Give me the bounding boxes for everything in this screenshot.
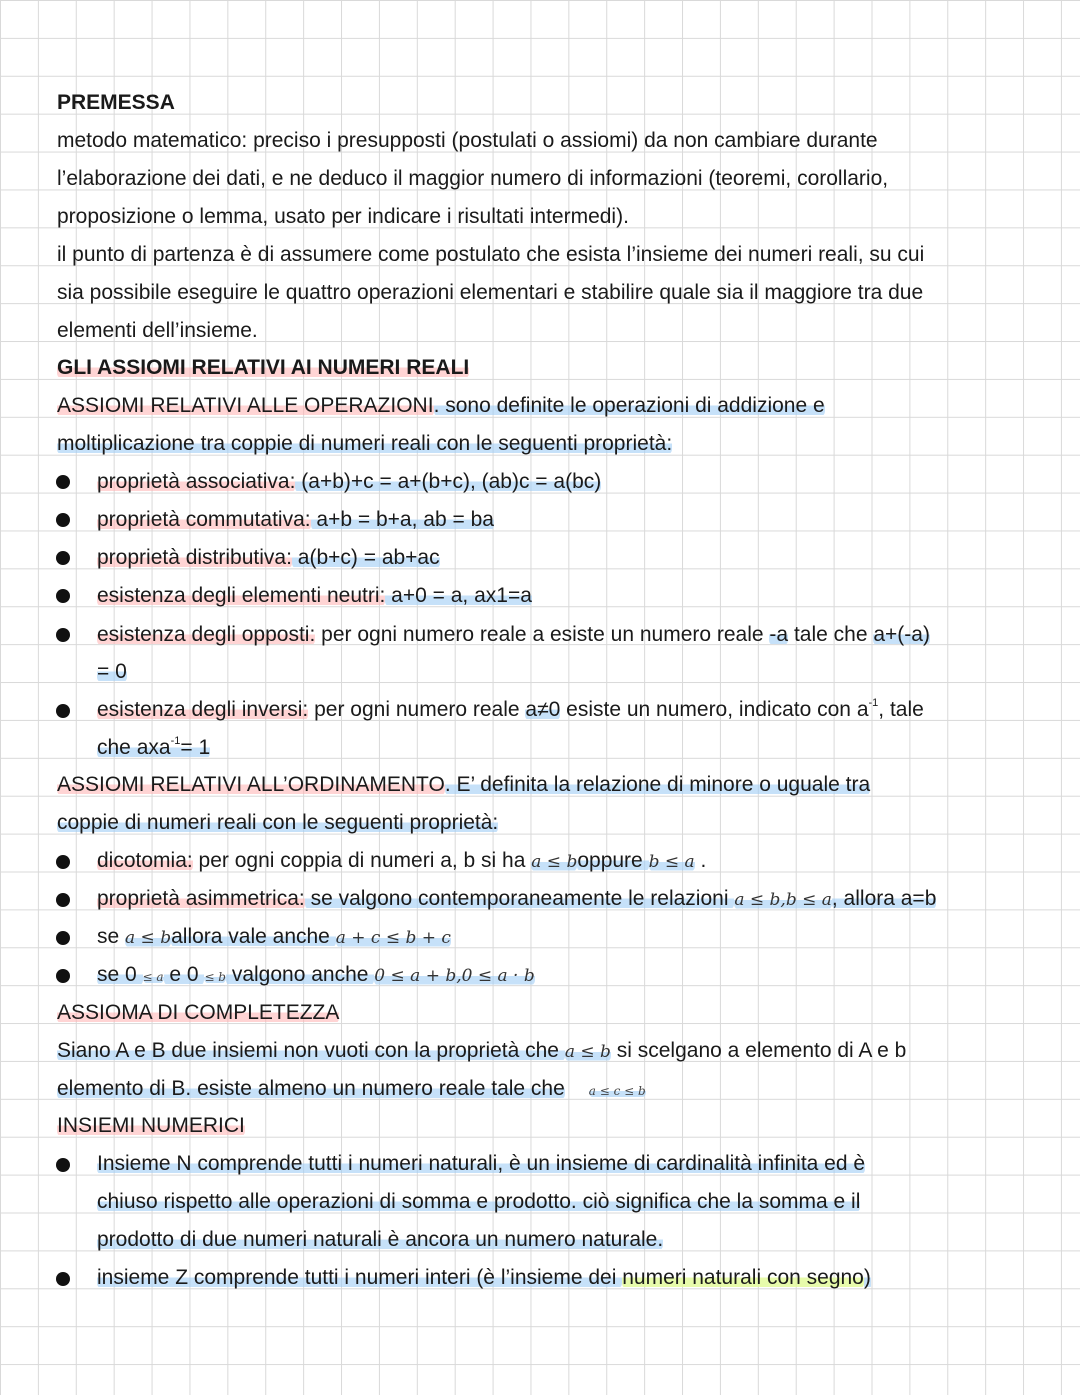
operazioni-text-1: . sono definite le operazioni di addizione e [433, 394, 825, 417]
exponent-minus-one: -1 [170, 735, 181, 747]
operazioni-line-1 [57, 387, 1047, 425]
text-se: se [97, 925, 126, 948]
math-axa: che axa [97, 736, 171, 759]
math-a-le-b: a ≤ b [125, 928, 172, 948]
text-e-zero: e 0 [163, 963, 205, 986]
assiomi-title-text: GLI ASSIOMI RELATIVI AI NUMERI REALI [57, 356, 470, 379]
completezza-heading-line [57, 994, 1047, 1032]
term-neutri: esistenza degli elementi neutri: [97, 584, 386, 607]
premessa-line-1: metodo matematico: preciso i presupposti (postulati o assiomi) da non cambiare durante [57, 129, 878, 152]
text-inversi: per ogni numero reale [308, 698, 526, 721]
list-item-insieme-n-cont-2 [97, 1221, 1080, 1259]
exponent-minus-one: -1 [868, 697, 879, 709]
operazioni-heading: ASSIOMI RELATIVI ALLE OPERAZIONI [57, 394, 434, 417]
list-item-neutri [97, 577, 1080, 615]
math-le-b: ≤ b [204, 970, 226, 984]
bullet-dot [56, 1158, 70, 1172]
insieme-n-text-2: chiuso rispetto alle operazioni di somma e prodotto. ciò significa che la somma e il [97, 1190, 861, 1213]
list-item-insieme-n-cont-1 [97, 1183, 1080, 1221]
bullet-dot [56, 551, 70, 565]
list-item-positivita [97, 956, 1080, 996]
term-distributiva: proprietà distributiva: [97, 546, 292, 569]
term-inversi: esistenza degli inversi: [97, 698, 309, 721]
term-associativa: proprietà associativa: [97, 470, 296, 493]
list-item-opposti-cont [97, 653, 1080, 691]
text-inversi-rest: esiste un numero, indicato con a [560, 698, 869, 721]
list-item-inversi [97, 691, 1080, 729]
math-relazioni: a ≤ b,b ≤ a [734, 890, 832, 910]
list-item-opposti [97, 616, 1080, 654]
ordinamento-text-2: coppie di numeri reali con le seguenti proprietà: [57, 811, 499, 834]
completezza-heading: ASSIOMA DI COMPLETEZZA [57, 1001, 340, 1024]
completezza-line-1 [57, 1032, 1047, 1071]
list-item-distributiva [97, 539, 1080, 577]
bullet-dot [56, 969, 70, 983]
completezza-text-1b: si scelgano a elemento di A e b [610, 1039, 907, 1062]
bullet-dot [56, 475, 70, 489]
text-dicotomia: per ogni coppia di numeri a, b si ha [192, 849, 532, 872]
bullet-dot [56, 704, 70, 718]
list-item-insieme-z [97, 1259, 1080, 1297]
bullet-dot [56, 513, 70, 527]
insieme-n-text-3: prodotto di due numeri naturali è ancora un numero naturale. [97, 1228, 664, 1251]
formula-commutativa: a+b = b+a, ab = ba [310, 508, 494, 531]
math-neg-a: -a [769, 623, 789, 646]
premessa-line-5: sia possibile eseguire le quattro operazioni elementari e stabilire quale sia il maggiore tra due [57, 281, 924, 304]
bullet-dot [56, 628, 70, 642]
term-dicotomia: dicotomia: [97, 849, 193, 872]
formula-neutri: a+0 = a, ax1=a [385, 584, 532, 607]
list-item-asimmetrica [97, 880, 1080, 919]
ordinamento-heading: ASSIOMI RELATIVI ALL’ORDINAMENTO [57, 773, 445, 796]
math-a-nonzero: a≠0 [525, 698, 561, 721]
insieme-z-highlight: numeri naturali con segno [622, 1266, 864, 1289]
math-a-le-c-le-b: a ≤ c ≤ b [588, 1084, 646, 1098]
term-commutativa: proprietà commutativa: [97, 508, 311, 531]
text-oppure: oppure [577, 849, 649, 872]
text-se-zero: se 0 [97, 963, 143, 986]
math-sum-le: a + c ≤ b + c [335, 928, 451, 948]
ordinamento-line-1 [57, 766, 1047, 804]
formula-distributiva: a(b+c) = ab+ac [291, 546, 440, 569]
insieme-z-close: ) [863, 1266, 871, 1289]
premessa-line-6: elementi dell’insieme. [57, 319, 258, 342]
insiemi-heading: INSIEMI NUMERICI [57, 1114, 245, 1137]
text-inversi-end: , tale [878, 698, 924, 721]
term-asimmetrica: proprietà asimmetrica: [97, 887, 305, 910]
text-opposti: per ogni numero reale a esiste un numero reale [315, 623, 770, 646]
completezza-text-2: elemento di B. esiste almeno un numero reale tale che [57, 1077, 565, 1100]
text-allora: , allora a=b [831, 887, 937, 910]
list-item-associativa [97, 463, 1080, 501]
text-allora-vale: allora vale anche [171, 925, 336, 948]
operazioni-text-2: moltiplicazione tra coppie di numeri reali con le seguenti proprietà: [57, 432, 673, 455]
text-valgono: valgono anche [226, 963, 375, 986]
insieme-z-text: insieme Z comprende tutti i numeri interi (è l’insieme dei [97, 1266, 623, 1289]
bullet-dot [56, 855, 70, 869]
section-title-premessa: PREMESSA [57, 91, 175, 114]
math-le-a: ≤ a [142, 970, 164, 984]
section-title-assiomi [57, 349, 1047, 387]
bullet-dot [56, 1272, 70, 1286]
bullet-dot [56, 893, 70, 907]
math-a-le-b: a ≤ b [564, 1042, 611, 1062]
list-item-additivita [97, 918, 1080, 957]
ordinamento-line-2 [57, 804, 1047, 842]
list-item-dicotomia [97, 842, 1080, 881]
premessa-line-2: l’elaborazione dei dati, e ne deduco il maggior numero di informazioni (teoremi, corollario, [57, 167, 889, 190]
text-period: . [694, 849, 707, 872]
formula-associativa: (a+b)+c = a+(b+c), (ab)c = a(bc) [295, 470, 602, 493]
term-opposti: esistenza degli opposti: [97, 623, 316, 646]
list-item-inversi-cont [97, 729, 1080, 767]
math-positivita: 0 ≤ a + b,0 ≤ a · b [374, 966, 535, 986]
math-b-le-a: b ≤ a [648, 852, 695, 872]
list-item-commutativa [97, 501, 1080, 539]
ordinamento-text-1: . E’ definita la relazione di minore o uguale tra [444, 773, 871, 796]
insieme-n-text-1: Insieme N comprende tutti i numeri naturali, è un insieme di cardinalità infinita ed è [97, 1152, 866, 1175]
list-item-insieme-n [97, 1145, 1080, 1183]
bullet-dot [56, 931, 70, 945]
math-opposto: a+(-a) [873, 623, 930, 646]
insiemi-heading-line [57, 1107, 1047, 1145]
bullet-dot [56, 589, 70, 603]
completezza-text-1a: Siano A e B due insiemi non vuoti con la proprietà che [57, 1039, 565, 1062]
premessa-line-4: il punto di partenza è di assumere come postulato che esista l’insieme dei numeri reali, su cui [57, 243, 925, 266]
completezza-line-2 [57, 1070, 1047, 1110]
math-a-le-b: a ≤ b [531, 852, 578, 872]
operazioni-line-2 [57, 425, 1047, 463]
premessa-line-3: proposizione o lemma, usato per indicare i risultati intermedi). [57, 205, 629, 228]
text-asimmetrica: se valgono contemporaneamente le relazioni [304, 887, 735, 910]
math-opposto-result: = 0 [97, 660, 127, 683]
math-equals-one: = 1 [180, 736, 211, 759]
text-tale-che: tale che [788, 623, 874, 646]
